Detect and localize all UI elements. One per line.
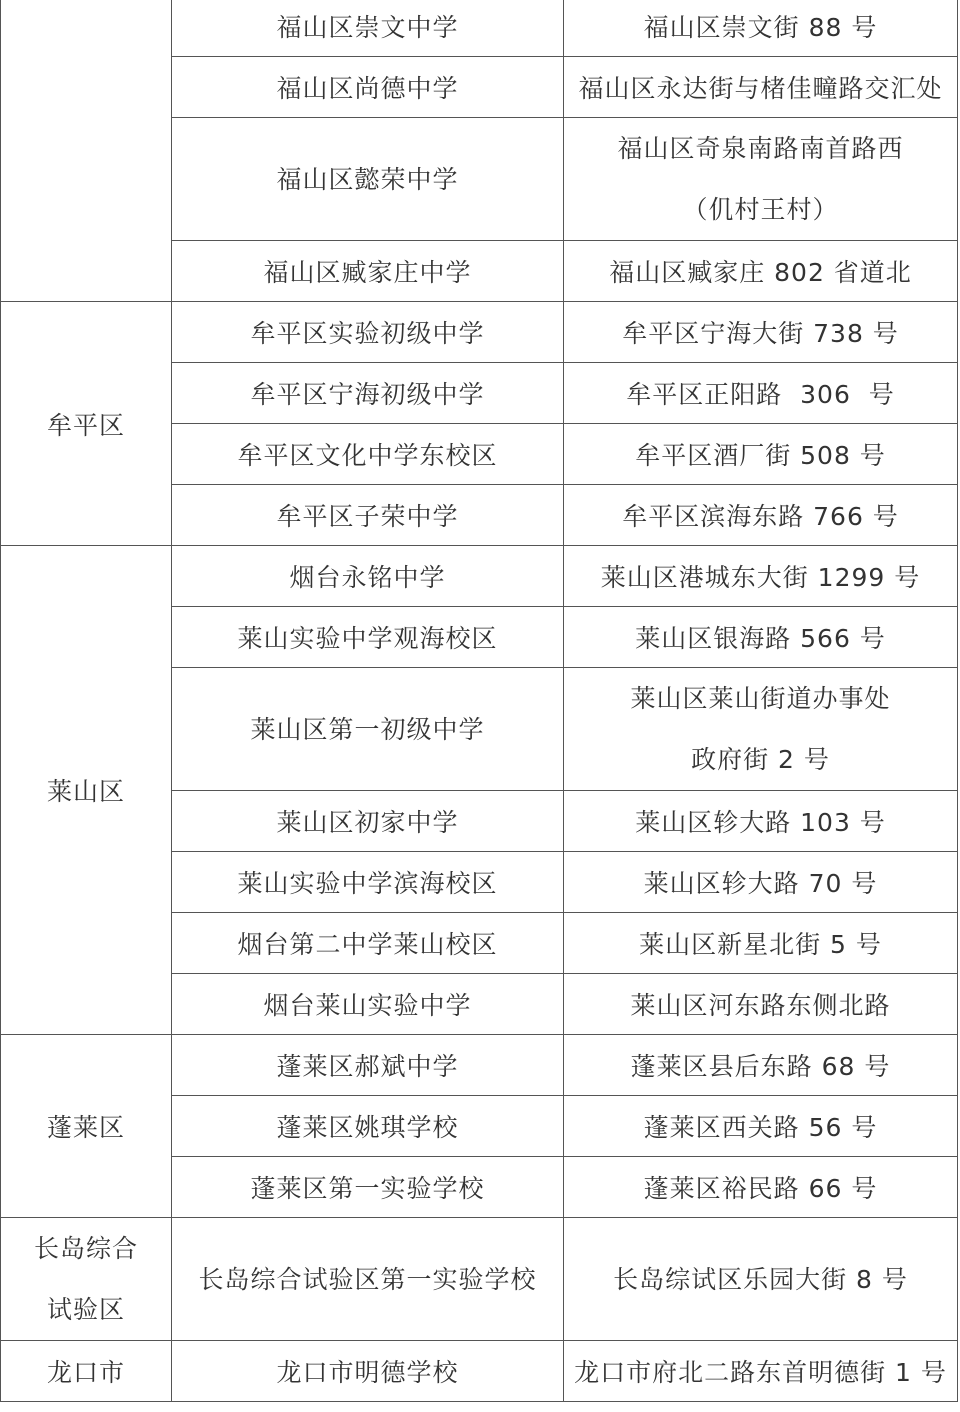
address-cell [564,118,958,241]
school-name-cell: 长岛综合试验区第一实验学校 [172,1218,564,1341]
district-cell-muping: 牟平区 [1,302,172,546]
school-name-cell: 福山区臧家庄中学 [172,241,564,302]
address-cell: 莱山区新星北街 5 号 [564,913,958,974]
school-name-cell: 莱山实验中学观海校区 [172,607,564,668]
school-name-cell: 牟平区实验初级中学 [172,302,564,363]
school-name-cell: 莱山实验中学滨海校区 [172,852,564,913]
address-line: 莱山区莱山街道办事处 [630,684,891,713]
address-cell: 牟平区宁海大街 738 号 [564,302,958,363]
school-name-cell: 牟平区文化中学东校区 [172,424,564,485]
school-name-cell: 龙口市明德学校 [172,1341,564,1402]
address-cell: 蓬莱区西关路 56 号 [564,1096,958,1157]
table-row [1,302,958,363]
district-cell-fushan [1,0,172,302]
school-name-cell: 莱山区第一初级中学 [172,668,564,791]
table-row [1,546,958,607]
address-cell: 牟平区滨海东路 766 号 [564,485,958,546]
school-name-cell: 牟平区宁海初级中学 [172,363,564,424]
table-row [1,0,958,57]
address-cell: 蓬莱区县后东路 68 号 [564,1035,958,1096]
school-name-cell: 牟平区子荣中学 [172,485,564,546]
address-cell: 龙口市府北二路东首明德街 1 号 [564,1341,958,1402]
address-cell: 莱山区轸大路 103 号 [564,791,958,852]
address-cell: 长岛综试区乐园大街 8 号 [564,1218,958,1341]
school-name-cell: 蓬莱区郝斌中学 [172,1035,564,1096]
address-line: （仉村王村） [682,195,839,224]
address-cell: 牟平区正阳路 306 号 [564,363,958,424]
table-row [1,1035,958,1096]
address-cell: 福山区臧家庄 802 省道北 [564,241,958,302]
school-name-cell: 烟台永铭中学 [172,546,564,607]
table-row [1,1218,958,1341]
district-cell-longkou: 龙口市 [1,1341,172,1402]
district-cell-penglai: 蓬莱区 [1,1035,172,1218]
address-cell: 蓬莱区裕民路 66 号 [564,1157,958,1218]
district-line: 试验区 [46,1295,125,1324]
address-cell [564,668,958,791]
school-name-cell: 蓬莱区姚琪学校 [172,1096,564,1157]
school-name-cell: 福山区崇文中学 [172,0,564,57]
address-cell: 莱山区港城东大街 1299 号 [564,546,958,607]
school-name-cell: 烟台第二中学莱山校区 [172,913,564,974]
address-cell: 牟平区酒厂街 508 号 [564,424,958,485]
address-cell: 莱山区河东路东侧北路 [564,974,958,1035]
address-cell: 莱山区轸大路 70 号 [564,852,958,913]
address-cell: 莱山区银海路 566 号 [564,607,958,668]
school-name-cell: 莱山区初家中学 [172,791,564,852]
school-name-cell: 蓬莱区第一实验学校 [172,1157,564,1218]
address-line: 政府街 2 号 [691,745,830,774]
address-line: 福山区奇泉南路南首路西 [617,134,904,163]
address-cell: 福山区永达街与楮佳疃路交汇处 [564,57,958,118]
district-cell-laishan: 莱山区 [1,546,172,1035]
school-name-cell: 福山区懿荣中学 [172,118,564,241]
district-cell-changdao [1,1218,172,1341]
school-name-cell: 福山区尚德中学 [172,57,564,118]
table-row [1,1341,958,1402]
address-cell: 福山区崇文街 88 号 [564,0,958,57]
school-name-cell: 烟台莱山实验中学 [172,974,564,1035]
district-line: 长岛综合 [33,1234,138,1263]
